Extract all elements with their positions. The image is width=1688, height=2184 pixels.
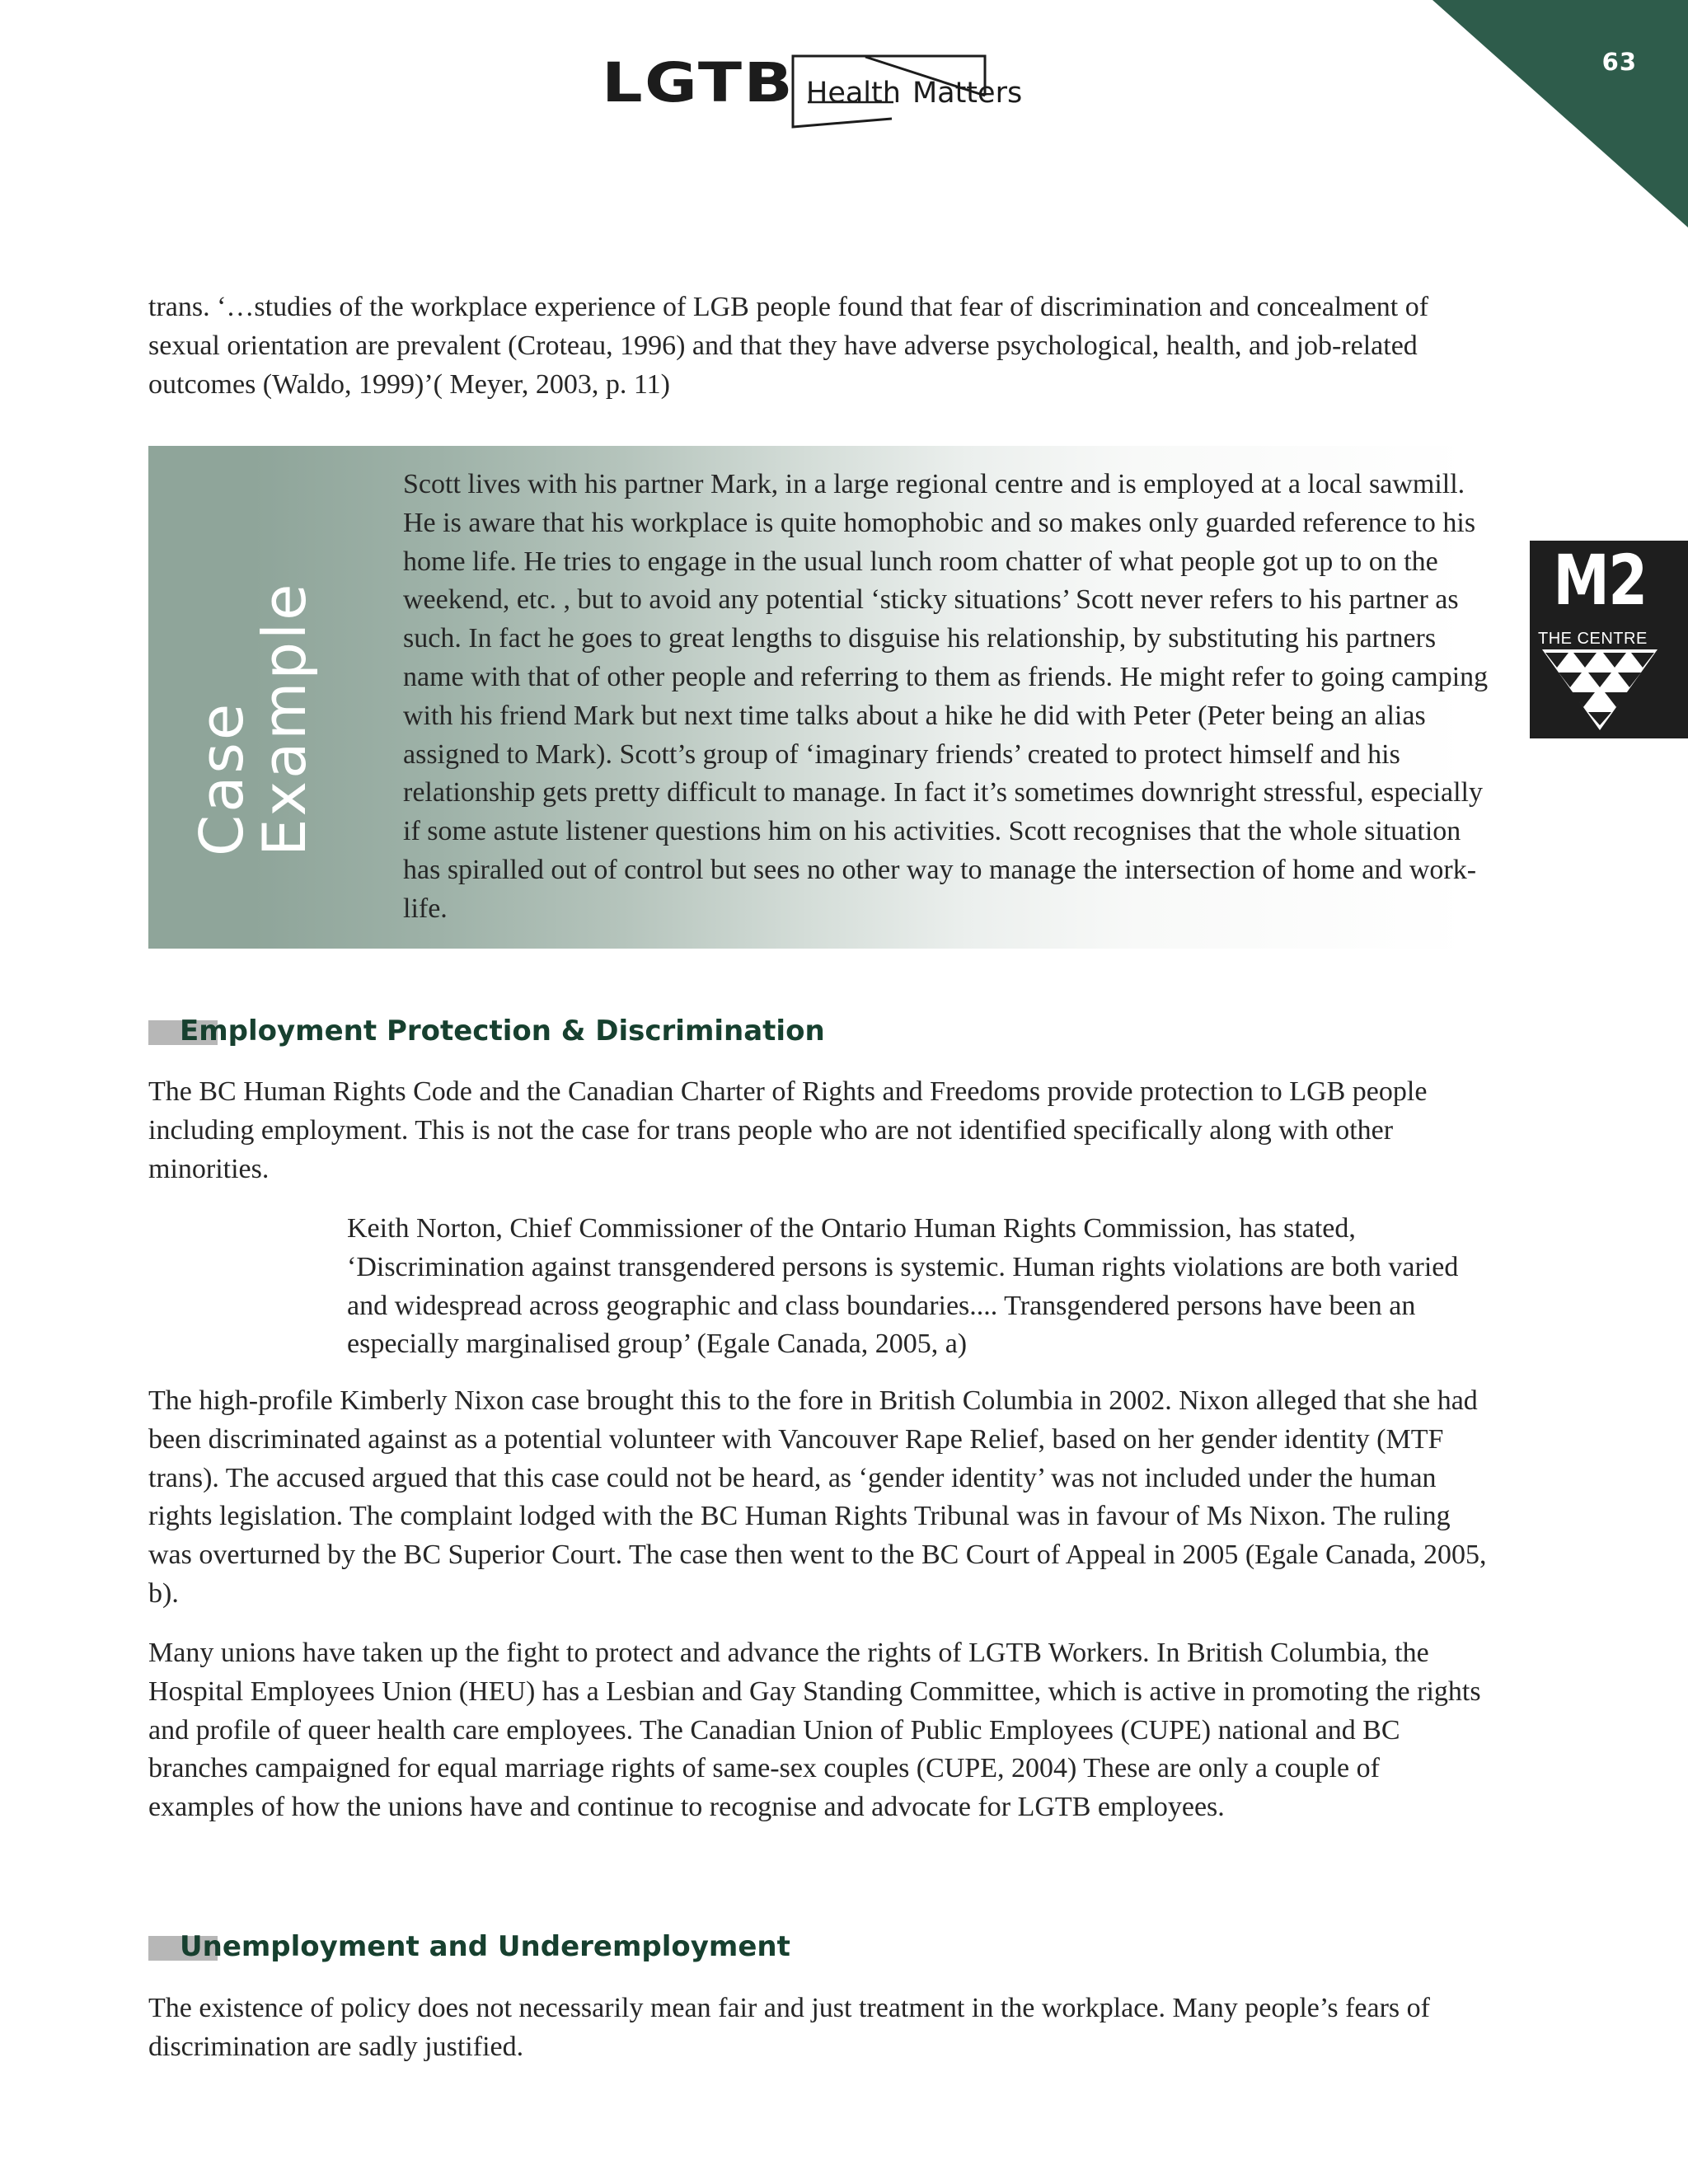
logo-matters: Matters xyxy=(912,77,1023,110)
corner-triangle xyxy=(1432,0,1688,227)
org-label: THE CENTRE xyxy=(1538,630,1648,648)
page-number: 63 xyxy=(1601,48,1637,76)
body-paragraph: The BC Human Rights Code and the Canadian Charter of Rights and Freedoms provide protection to LGB people including employment. This is not the case for trans people who are not identified specifically along with other minorities. xyxy=(148,1076,1428,1184)
body-paragraph: Many unions have taken up the fight to protect and advance the rights of LGTB Workers. In British Columbia, the Hospital Employees Union (HEU) has a Lesbian and Gay Standing Committee, which is active in promoting the rights and profile of queer health care employees. The Canadian Union of Public Employees (CUPE) national and BC branches campaigned for equal marriage rights of same-sex couples (CUPE, 2004) These are only a couple of examples of how the unions have and continue to recognise and advocate for LGTB employees. xyxy=(148,1638,1481,1823)
module-label: M2 xyxy=(1553,540,1647,621)
intro-paragraph: trans. ‘…studies of the workplace experience of LGB people found that fear of discrimination and concealment of sexual orientation are prevalent (Croteau, 1996) and that they have adverse psychological, health, and job-related outcomes (Waldo, 1999)’( Meyer, 2003, p. 11) xyxy=(148,292,1429,400)
case-example-box xyxy=(148,446,1489,949)
block-quote: Keith Norton, Chief Commissioner of the Ontario Human Rights Commission, has stated, ‘Discrimination against transgendered persons is systemic. Human rights violations are both varied and widespread across geographic and class boundaries.... Transgendered persons have been an especially marginalised group’ (Egale Canada, 2005, a) xyxy=(347,1213,1459,1360)
header-logo xyxy=(602,51,1096,130)
the-centre-triangle-logo-icon xyxy=(1542,649,1658,732)
case-label-line1: Case xyxy=(187,701,256,856)
case-example-label xyxy=(166,545,397,858)
body-paragraph: The existence of policy does not necessarily mean fair and just treatment in the workplace. Many people’s fears of discrimination are sadly justified. xyxy=(148,1993,1430,2062)
section-heading-unemployment xyxy=(148,1926,1220,1967)
module-side-tab xyxy=(1530,541,1688,738)
body-paragraph: The high-profile Kimberly Nixon case brought this to the fore in British Columbia in 2002. Nixon alleged that she had been discriminated against as a potential volunteer with Vancouver Rape Relief, based on her gender identity (MTF trans). The accused argued that this case could not be heard, as ‘gender identity’ was not included under the human rights legislation. The complaint lodged with the BC Human Rights Tribunal was in favour of Ms Nixon. The ruling was overturned by the BC Superior Court. The case then went to the BC Court of Appeal in 2005 (Egale Canada, 2005, b). xyxy=(148,1385,1487,1609)
heading-text: Employment Protection & Discrimination xyxy=(180,1015,825,1047)
logo-main-text: LGTB xyxy=(602,51,795,115)
section-heading-employment xyxy=(148,1010,1220,1052)
case-label-line2: Example xyxy=(250,581,319,856)
logo-subtitle xyxy=(806,79,1022,108)
logo-health: Health xyxy=(806,77,901,110)
case-example-text: Scott lives with his partner Mark, in a large regional centre and is employed at a local sawmill. He is aware that his workplace is quite homophobic and so makes only guarded reference to his home life. He tries to engage in the usual lunch room chatter of what people got up to on the weekend, etc. , but to avoid any potential ‘sticky situations’ Scott never refers to his partner as such. In fact he goes to great lengths to disguise his relationship, by substituting his partners name with that of other people and referring to them as friends. He might refer to going camping with his friend Mark but next time talks about a hike he did with Peter (Peter being an alias assigned to Mark). Scott’s group of ‘imaginary friends’ created to protect himself and his relationship gets pretty difficult to manage. In fact it’s sometimes downright stressful, especially if some astute listener questions him on his activities. Scott recognises that the whole situation has spiralled out of control but sees no other way to manage the intersection of home and work-life. xyxy=(403,469,1489,924)
heading-text: Unemployment and Underemployment xyxy=(180,1930,790,1963)
